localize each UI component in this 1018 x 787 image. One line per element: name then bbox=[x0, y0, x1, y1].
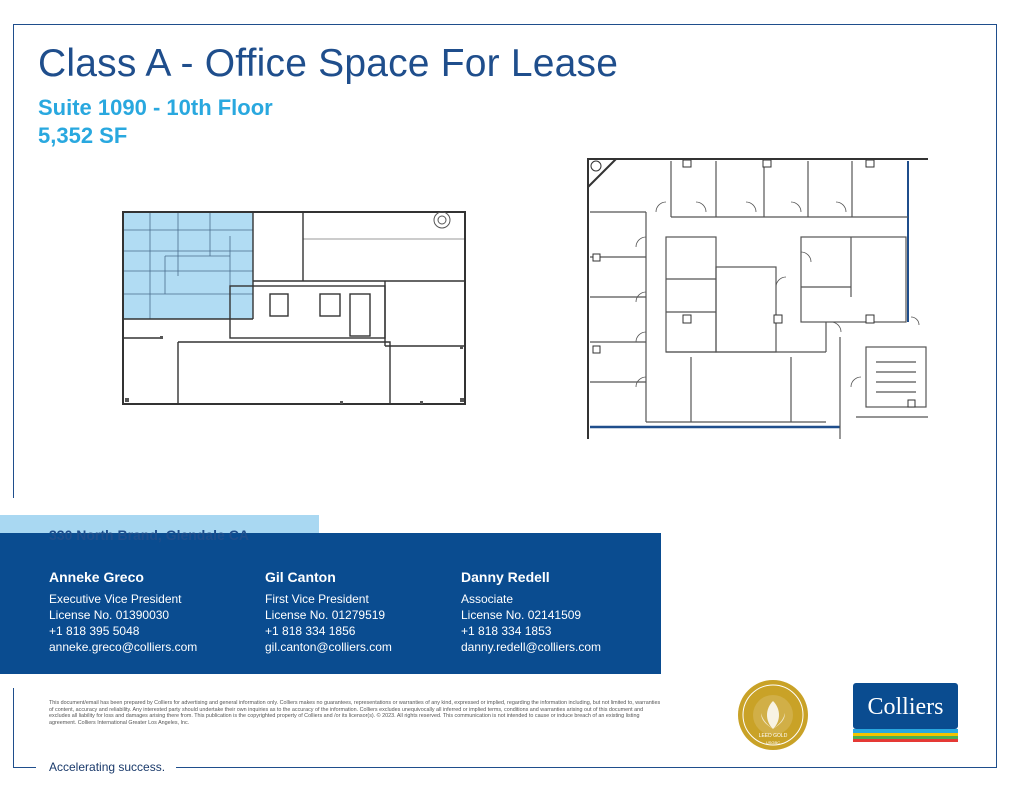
contact-card bbox=[265, 569, 392, 655]
contact-card bbox=[49, 569, 197, 655]
contact-phone[interactable]: +1 818 334 1856 bbox=[265, 624, 356, 638]
contact-title: Executive Vice President bbox=[49, 592, 182, 606]
leed-gold-badge bbox=[737, 679, 809, 751]
property-address: 330 North Brand, Glendale CA bbox=[49, 527, 249, 543]
contact-phone[interactable]: +1 818 334 1853 bbox=[461, 624, 552, 638]
contact-license: License No. 01390030 bbox=[49, 608, 170, 622]
contact-license: License No. 02141509 bbox=[461, 608, 582, 622]
leed-badge-text: LEED GOLD bbox=[758, 733, 788, 739]
colliers-logo bbox=[853, 683, 958, 742]
colliers-logo-text: Colliers bbox=[867, 694, 944, 720]
page-title: Class A - Office Space For Lease bbox=[38, 42, 619, 85]
contact-license: License No. 01279519 bbox=[265, 608, 386, 622]
contact-email[interactable]: anneke.greco@colliers.com bbox=[49, 640, 198, 654]
contact-name: Danny Redell bbox=[461, 569, 550, 585]
contact-card bbox=[461, 569, 601, 655]
suite-highlight bbox=[124, 213, 253, 319]
contact-title: First Vice President bbox=[265, 592, 369, 606]
tagline: Accelerating success. bbox=[49, 760, 166, 774]
contact-name: Anneke Greco bbox=[49, 569, 144, 585]
contact-phone[interactable]: +1 818 395 5048 bbox=[49, 624, 140, 638]
suite-label: Suite 1090 - 10th Floor bbox=[38, 95, 273, 120]
legal-disclaimer: This document/email has been prepared by Colliers for advertising and general information only. Colliers makes no guarantees, representations or warranties of any kind, expressed or implied, regarding the information including, but not limited to, warranties of content, accuracy and reliability. Any interested party should undertake their own inquiries as to the accuracy of the information. Colliers excludes unequivocally all inferred or implied terms, conditions and warranties arising out of this document and excludes all liability for loss and damages arising there from. This publication is the copyrighted property of Colliers and /or its licensor(s). © 2023. All rights reserved. This communication is not intended to cause or induce breach of an existing listing agreement. Colliers International Greater Los Angeles, Inc. bbox=[49, 700, 661, 726]
floor-key-plan bbox=[120, 206, 470, 410]
area-label: 5,352 SF bbox=[38, 123, 128, 148]
contact-title: Associate bbox=[461, 592, 514, 606]
contact-email[interactable]: gil.canton@colliers.com bbox=[265, 640, 392, 654]
contact-name: Gil Canton bbox=[265, 569, 336, 585]
suite-floor-plan bbox=[586, 157, 928, 439]
contact-email[interactable]: danny.redell@colliers.com bbox=[461, 640, 602, 654]
leed-org-text: USGBC bbox=[765, 740, 781, 745]
